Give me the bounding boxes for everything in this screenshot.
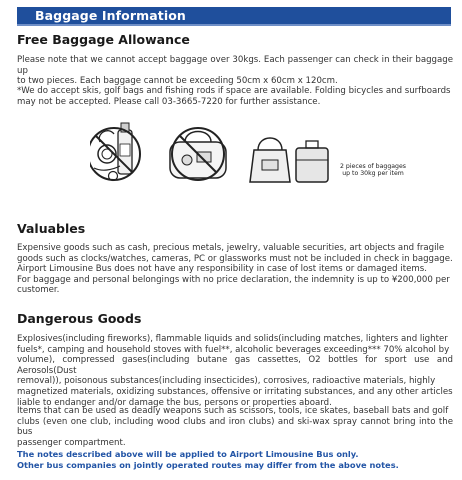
text-line: fuels*, camping and household stoves with fuel**, alcoholic beverages exceeding*** 70% alcohol by xyxy=(17,344,450,355)
note-line: Other bus companies on jointly operated routes may differ from the above notes. xyxy=(17,459,399,470)
caption-line: 2 pieces of baggages xyxy=(339,163,406,170)
baggage-illustration xyxy=(90,120,330,198)
sports-equipment-paragraph xyxy=(17,86,453,107)
dangerous-goods-heading: Dangerous Goods xyxy=(17,311,142,326)
valuables-heading: Valuables xyxy=(17,221,86,236)
illustration-caption xyxy=(323,163,423,177)
text-line: to two pieces. Each baggage cannot be exceeding 50cm x 60cm x 120cm. xyxy=(17,76,338,87)
allowance-paragraph xyxy=(17,55,453,87)
note-line: The notes described above will be applied to Airport Limousine Bus only. xyxy=(17,449,359,459)
text-line: magnetized materials, oxidizing substances, offensive or irritating substances, and any other articles xyxy=(17,386,453,397)
dangerous-goods-paragraph xyxy=(17,334,453,408)
caption-line: up to 30kg per item xyxy=(342,170,404,177)
free-baggage-heading: Free Baggage Allowance xyxy=(17,32,190,47)
text-line: removal)), poisonous substances(including insecticides), corrosives, radioactive materials, highly xyxy=(17,376,436,387)
text-line: Expensive goods such as cash, precious metals, jewelry, valuable securities, art objects and fragile xyxy=(17,243,445,253)
notes-block xyxy=(17,449,453,470)
weapons-paragraph xyxy=(17,406,453,448)
text-line: For baggage and personal belongings with no price declaration, the indemnity is up to ¥200,000 per xyxy=(17,274,450,285)
text-line: passenger compartment. xyxy=(17,437,126,448)
text-line: goods such as clocks/watches, cameras, PC or glassworks must not be included in check in baggage. xyxy=(17,253,453,264)
text-line: Explosives(including fireworks), flammable liquids and solids(including matches, lighters and lighter xyxy=(17,334,448,344)
text-line: volume), compressed gases(including butane gas cassettes, O2 bottles for sport use and Aerosols(Dust xyxy=(17,355,453,376)
text-line: Airport Limousine Bus does not have any responsibility in case of lost items or damaged items. xyxy=(17,264,427,275)
section-header-bar xyxy=(17,7,451,26)
text-line: *We do accept skis, golf bags and fishing rods if space are available. Folding bicycles and surfboards xyxy=(17,86,451,96)
text-line: liable to endanger and/or damage the bus, persons or properties aboard. xyxy=(17,397,332,408)
text-line: Please note that we cannot accept baggage over 30kgs. Each passenger can check in their baggage up xyxy=(17,55,453,76)
handbag-icon xyxy=(250,138,290,182)
prohibited-bag-icon xyxy=(170,128,226,180)
text-line: Items that can be used as deadly weapons such as scissors, tools, ice skates, baseball bats and golf xyxy=(17,406,449,416)
prohibited-valuables-icon xyxy=(90,123,140,181)
text-line: clubs (even one club, including wood clubs and iron clubs) and ski-wax spray cannot bring into the bus xyxy=(17,416,453,438)
text-line: may not be accepted. Please call 03-3665-7220 for further assistance. xyxy=(17,96,321,107)
section-title: Baggage Information xyxy=(35,8,186,23)
text-line: customer. xyxy=(17,285,60,296)
valuables-paragraph xyxy=(17,243,453,296)
